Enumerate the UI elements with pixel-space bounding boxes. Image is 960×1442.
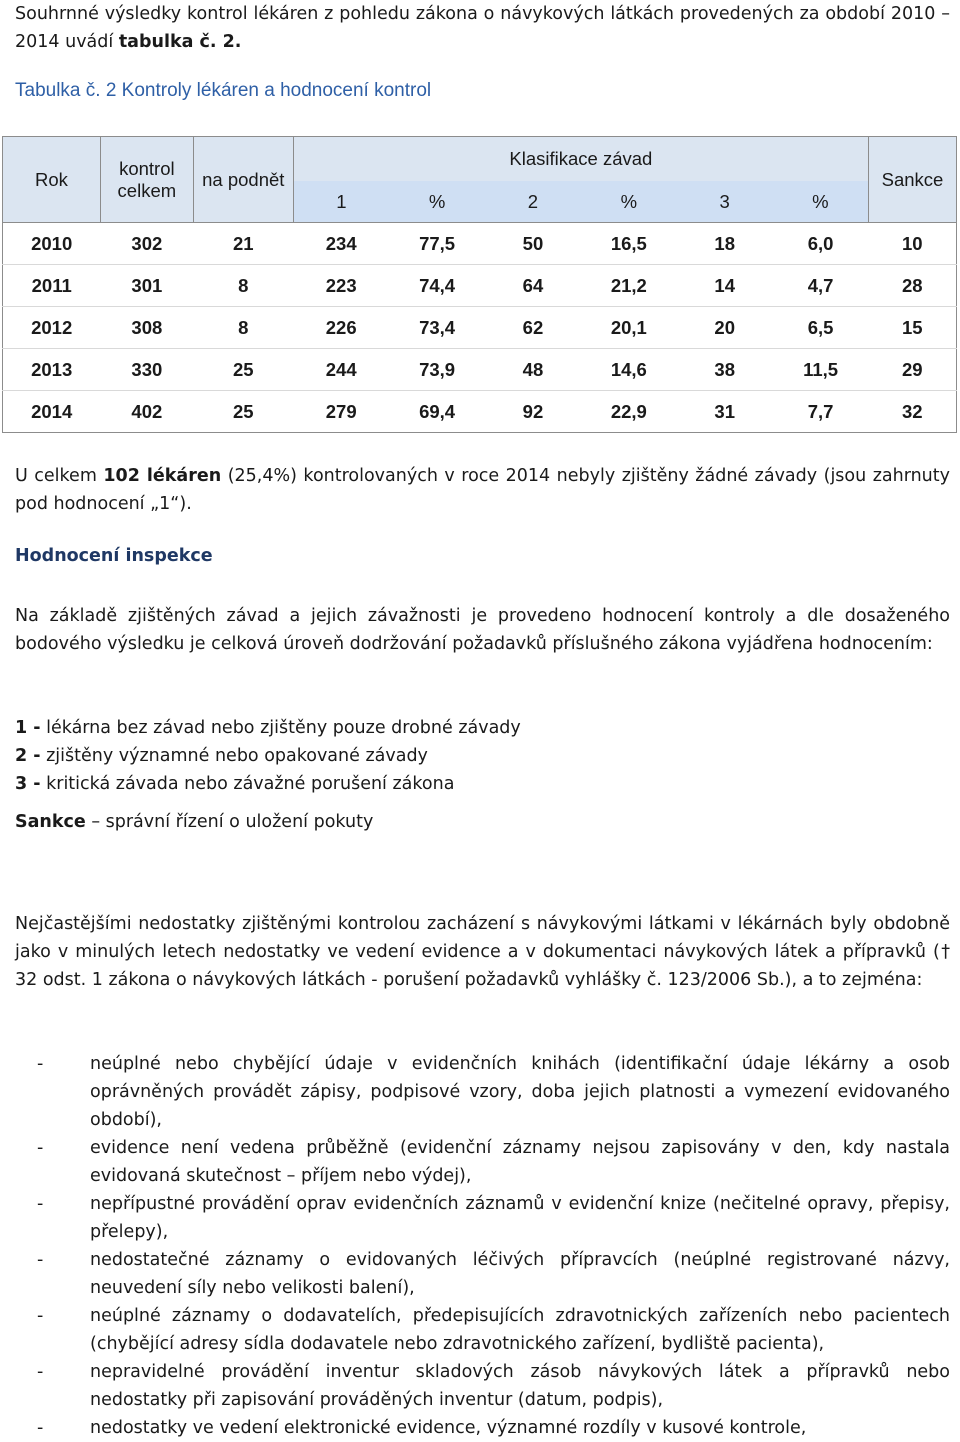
table-row: [3, 265, 957, 307]
table-cell: 2013: [3, 349, 101, 391]
list-item: [15, 1302, 950, 1358]
list-dash: -: [37, 1306, 44, 1326]
list-dash: -: [37, 1054, 44, 1074]
table-row: [3, 307, 957, 349]
table-cell: 15: [869, 307, 957, 349]
inspections-table: [2, 136, 957, 433]
legend-item: [15, 742, 521, 770]
table-cell: 302: [100, 223, 193, 265]
legend-key: 3 -: [15, 774, 41, 794]
table-cell: 402: [100, 391, 193, 433]
table-cell: 32: [869, 391, 957, 433]
list-dash: -: [37, 1418, 44, 1438]
most-common-paragraph: Nejčastějšími nedostatky zjištěnými kontrolou zacházení s návykovými látkami v lékárnách byly obdobně jako v minulých letech nedostatky ve vedení evidence a v dokumentaci návykových látek a přípravků († 32 odst. 1 zákona o návykových látkách - porušení požadavků vyhlášky č. 123/2006 Sb.), a to zejména:: [15, 914, 950, 990]
table-cell: 2012: [3, 307, 101, 349]
list-item-text: neúplné nebo chybějící údaje v evidenčních knihách (identifikační údaje lékárny a osob oprávněných provádět zápisy, podpisové vzory, doba jejich platnosti a vymezení evidovaného období),: [90, 1054, 950, 1130]
summary-text: U celkem: [15, 466, 104, 486]
table-cell: 21: [193, 223, 293, 265]
table-cell: 14: [677, 265, 773, 307]
rating-legend: [15, 714, 521, 798]
basis-paragraph: Na základě zjištěných závad a jejich závažnosti je provedeno hodnocení kontroly a dle dosaženého bodového výsledku je celková úroveň dodržování požadavků příslušného zákona vyjádřena hodnocením:: [15, 606, 950, 654]
header-sub-cell: %: [389, 181, 485, 223]
list-item: [15, 1358, 950, 1414]
intro-paragraph: [15, 0, 950, 56]
header-sub-cell: 1: [293, 181, 389, 223]
table-cell: 22,9: [581, 391, 677, 433]
summary-count: 102 lékáren: [103, 466, 222, 486]
table-cell: 279: [293, 391, 389, 433]
table-caption: Tabulka č. 2 Kontroly lékáren a hodnocení kontrol: [15, 80, 432, 101]
header-sub-cell: %: [581, 181, 677, 223]
table-cell: 8: [193, 307, 293, 349]
sankce-definition: [15, 812, 373, 832]
table-cell: 77,5: [389, 223, 485, 265]
table-cell: 6,5: [773, 307, 869, 349]
table-row: [3, 349, 957, 391]
table-cell: 10: [869, 223, 957, 265]
table-cell: 50: [485, 223, 581, 265]
table-cell: 6,0: [773, 223, 869, 265]
table-row: [3, 391, 957, 433]
table-cell: 25: [193, 349, 293, 391]
header-sub-cell: 3: [677, 181, 773, 223]
table-cell: 64: [485, 265, 581, 307]
table-cell: 20,1: [581, 307, 677, 349]
list-item-text: neúplné záznamy o dodavatelích, předepisujících zdravotnických zařízeních nebo pacientech (chybějící adresy sídla dodavatele nebo zdravotnického zařízení, bydliště pacienta),: [90, 1306, 950, 1354]
table-cell: 223: [293, 265, 389, 307]
sankce-key: Sankce: [15, 812, 86, 832]
table-cell: 21,2: [581, 265, 677, 307]
list-item-text: nepřípustné provádění oprav evidenčních záznamů v evidenční knize (nečitelné opravy, přepisy, přelepy),: [90, 1194, 950, 1242]
legend-text: kritická závada nebo závažné porušení zákona: [40, 774, 455, 794]
table-cell: 2011: [3, 265, 101, 307]
table-cell: 69,4: [389, 391, 485, 433]
list-item-text: evidence není vedena průběžně (evidenční záznamy nejsou zapisovány v den, kdy nastala evidovaná skutečnost – příjem nebo výdej),: [90, 1138, 950, 1186]
table-cell: 18: [677, 223, 773, 265]
table-cell: 28: [869, 265, 957, 307]
summary-text: (25,4%) kontrolovaných v roce 2014 nebyly zjištěny žádné závady (jsou zahrnuty pod hodnocení „1“).: [15, 466, 950, 514]
table-row: [3, 223, 957, 265]
table-cell: 92: [485, 391, 581, 433]
legend-item: [15, 714, 521, 742]
table-cell: 73,9: [389, 349, 485, 391]
intro-text: Souhrnné výsledky kontrol lékáren z pohledu zákona o návykových látkách provedených za období 2010 – 2014 uvádí: [15, 4, 950, 52]
table-cell: 74,4: [389, 265, 485, 307]
list-item: [15, 1246, 950, 1302]
list-dash: -: [37, 1250, 44, 1270]
table-cell: 330: [100, 349, 193, 391]
list-item-text: nedostatečné záznamy o evidovaných léčivých přípravcích (neúplné registrované názvy, neuvedení síly nebo velikosti balení),: [90, 1250, 950, 1298]
summary-paragraph: [15, 462, 950, 518]
table-cell: 234: [293, 223, 389, 265]
list-item: [15, 1414, 950, 1442]
inspection-heading: Hodnocení inspekce: [15, 546, 213, 566]
list-item-text: nedostatky ve vedení elektronické evidence, významné rozdíly v kusové kontrole,: [90, 1418, 807, 1438]
table-cell: 73,4: [389, 307, 485, 349]
legend-item: [15, 770, 521, 798]
table-cell: 7,7: [773, 391, 869, 433]
list-dash: -: [37, 1138, 44, 1158]
legend-key: 1 -: [15, 718, 41, 738]
table-cell: 2010: [3, 223, 101, 265]
table-cell: 8: [193, 265, 293, 307]
sankce-text: – správní řízení o uložení pokuty: [85, 812, 374, 832]
header-sankce: Sankce: [869, 137, 957, 223]
table-cell: 38: [677, 349, 773, 391]
legend-text: zjištěny významné nebo opakované závady: [40, 746, 428, 766]
list-dash: -: [37, 1362, 44, 1382]
table-cell: 244: [293, 349, 389, 391]
list-item: [15, 1134, 950, 1190]
table-cell: 48: [485, 349, 581, 391]
header-sub-cell: 2: [485, 181, 581, 223]
table-cell: 31: [677, 391, 773, 433]
intro-table-ref: tabulka č. 2.: [118, 32, 242, 52]
table-cell: 11,5: [773, 349, 869, 391]
list-dash: -: [37, 1194, 44, 1214]
table-cell: 16,5: [581, 223, 677, 265]
table-cell: 226: [293, 307, 389, 349]
header-klasifikace: Klasifikace závad: [293, 137, 868, 182]
list-item: [15, 1190, 950, 1246]
table-cell: 308: [100, 307, 193, 349]
table-cell: 29: [869, 349, 957, 391]
header-sub-cell: %: [773, 181, 869, 223]
table-cell: 62: [485, 307, 581, 349]
table-cell: 2014: [3, 391, 101, 433]
legend-key: 2 -: [15, 746, 41, 766]
legend-text: lékárna bez závad nebo zjištěny pouze drobné závady: [40, 718, 521, 738]
header-na-podnet: na podnět: [193, 137, 293, 223]
table-cell: 301: [100, 265, 193, 307]
list-item-text: nepravidelné provádění inventur skladových zásob návykových látek a přípravků nebo nedostatky při zapisování prováděných inventur (datum, podpis),: [90, 1362, 950, 1410]
table-cell: 20: [677, 307, 773, 349]
table-cell: 4,7: [773, 265, 869, 307]
table-cell: 25: [193, 391, 293, 433]
table-cell: 14,6: [581, 349, 677, 391]
defects-list: [15, 1050, 950, 1442]
list-item: [15, 1050, 950, 1134]
header-rok: Rok: [3, 137, 101, 223]
header-kontrol-celkem: kontrol celkem: [100, 137, 193, 223]
